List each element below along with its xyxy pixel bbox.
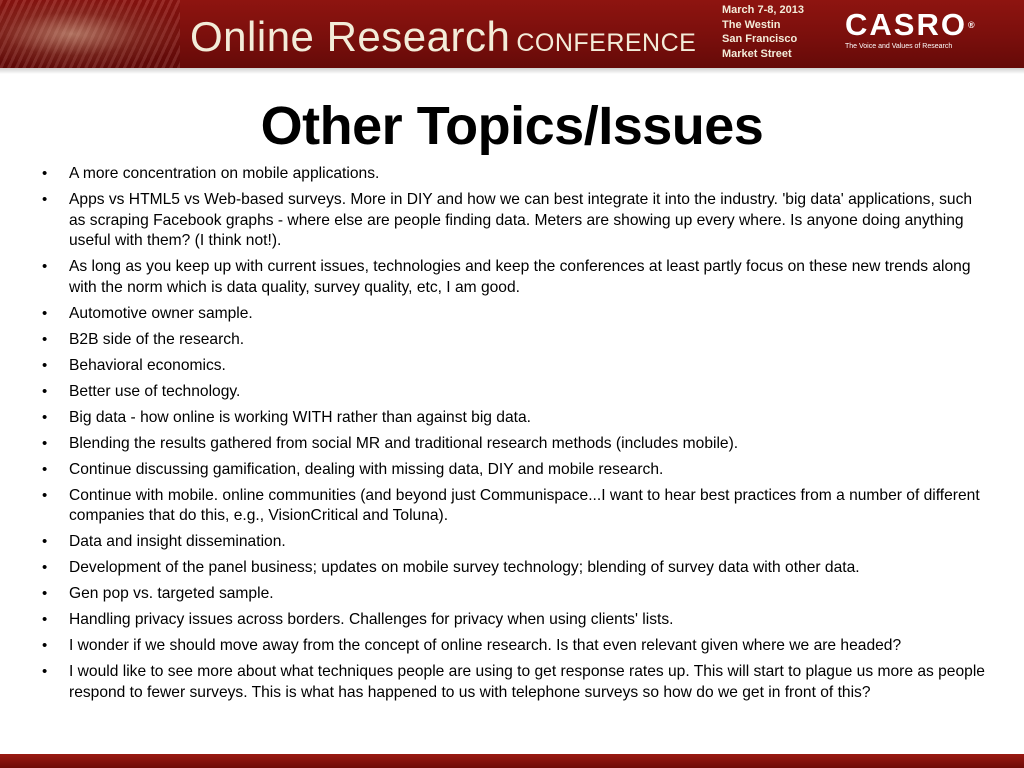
list-item — [40, 558, 990, 579]
list-item-text: Gen pop vs. targeted sample. — [69, 585, 274, 602]
logo-tagline: The Voice and Values of Research — [845, 43, 953, 50]
bullet-icon: • — [42, 304, 48, 322]
slide-title: Other Topics/Issues — [260, 96, 764, 156]
bullet-icon: • — [42, 165, 48, 182]
bullet-icon: • — [42, 191, 48, 208]
conference-name-main: Online Research — [190, 13, 511, 60]
event-street: Market Street — [722, 47, 792, 60]
bullet-icon: • — [42, 382, 48, 400]
bullet-icon: • — [42, 611, 48, 628]
casro-logo — [845, 8, 997, 58]
list-item — [40, 532, 990, 553]
list-item — [40, 434, 990, 455]
list-item-text: Continue discussing gamification, dealing with missing data, DIY and mobile research. — [69, 460, 664, 478]
list-item-text: Big data - how online is working WITH rather than against big data. — [69, 408, 531, 426]
list-item-text: Blending the results gathered from social MR and traditional research methods (includes mobile). — [69, 434, 739, 452]
bullet-icon: • — [42, 460, 48, 478]
footer-bar — [0, 754, 1024, 768]
event-date: March 7-8, 2013 — [722, 4, 804, 16]
bullet-icon: • — [42, 258, 48, 275]
bullet-icon: • — [42, 356, 48, 374]
list-item — [40, 486, 990, 527]
bullet-icon: • — [42, 330, 48, 348]
bullet-icon: • — [42, 585, 48, 602]
list-item — [40, 382, 990, 403]
bullet-icon: • — [42, 637, 48, 654]
list-item-text: Handling privacy issues across borders. Challenges for privacy when using clients' lists. — [69, 611, 674, 628]
logo-text: CASRO — [845, 7, 967, 42]
conference-name-suffix: CONFERENCE — [516, 29, 697, 57]
bullet-icon: • — [42, 434, 48, 452]
bullet-icon: • — [42, 663, 48, 680]
registered-mark: ® — [967, 20, 977, 30]
list-item-text: I would like to see more about what techniques people are using to get response rates up. This will start to plague us more as people respond to fewer surveys. This is what has happened to us with telephone surveys so how do we get in front of this? — [69, 663, 985, 701]
list-item — [40, 330, 990, 351]
list-item — [40, 636, 990, 657]
list-item-text: Behavioral economics. — [69, 356, 226, 374]
list-item-text: Better use of technology. — [69, 382, 241, 400]
list-item — [40, 356, 990, 377]
list-item — [40, 610, 990, 631]
bullet-icon: • — [42, 559, 48, 576]
list-item — [40, 304, 990, 325]
event-city: San Francisco — [722, 33, 798, 45]
list-item — [40, 662, 990, 703]
topics-list — [40, 164, 990, 709]
bullet-icon: • — [42, 408, 48, 426]
list-item — [40, 584, 990, 605]
list-item-text: Continue with mobile. online communities (and beyond just Communispace...I want to hear best practices from a number of different companies that do this, e.g., VisionCritical and Toluna). — [69, 486, 980, 524]
event-info — [722, 3, 804, 61]
bullet-icon: • — [42, 533, 48, 550]
list-item-text: As long as you keep up with current issues, technologies and keep the conferences at least partly focus on these new trends along with the norm which is data quality, survey quality, etc, I am good. — [69, 258, 971, 296]
bullet-icon: • — [42, 486, 48, 504]
banner-texture-image — [0, 0, 180, 68]
list-item — [40, 460, 990, 481]
list-item-text: B2B side of the research. — [69, 330, 245, 348]
banner-shadow — [0, 68, 1024, 74]
list-item-text: Data and insight dissemination. — [69, 533, 286, 550]
list-item — [40, 408, 990, 429]
conference-name — [190, 14, 696, 60]
list-item-text: Development of the panel business; updates on mobile survey technology; blending of survey data with other data. — [69, 559, 860, 576]
list-item — [40, 190, 990, 252]
list-item-text: Apps vs HTML5 vs Web-based surveys. More in DIY and how we can best integrate it into the industry. 'big data' applications, such as scraping Facebook graphs - where else are people finding data. Meters are showing up every where. Is anyone doing anything useful with them? (I think not!). — [69, 191, 973, 249]
list-item — [40, 257, 990, 298]
event-venue: The Westin — [722, 18, 781, 31]
list-item-text: A more concentration on mobile applications. — [69, 165, 380, 182]
list-item — [40, 164, 990, 185]
conference-banner — [0, 0, 1024, 68]
list-item-text: Automotive owner sample. — [69, 304, 253, 322]
list-item-text: I wonder if we should move away from the concept of online research. Is that even relevant given where we are headed? — [69, 637, 902, 654]
